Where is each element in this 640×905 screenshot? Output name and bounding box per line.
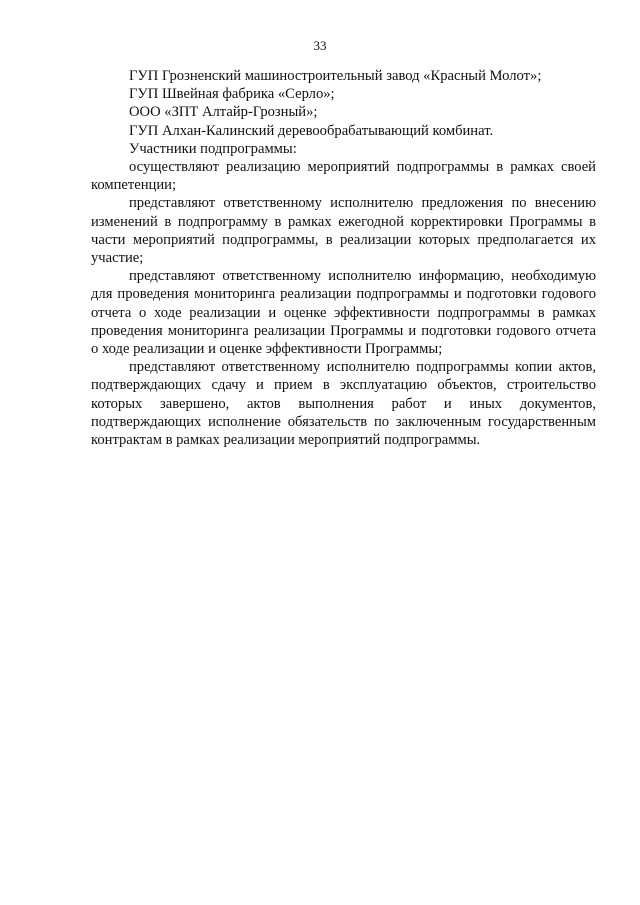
list-item: ГУП Швейная фабрика «Серло»; bbox=[129, 86, 335, 103]
list-item: ГУП Алхан-Калинский деревообрабатывающий комбинат. bbox=[129, 122, 494, 139]
section-heading: Участники подпрограммы: bbox=[129, 140, 297, 157]
paragraph: представляют ответственному исполнителю информацию, необходимую для проведения мониторинга реализации подпрограммы и подготовки годового отчета о ходе реализации и оценке эффективности подпрограммы в рамках проведения мониторинга реализации Программы и подготовки годового отчета о ходе реализации и оценке эффективности Программы; bbox=[91, 268, 596, 358]
list-item: ООО «ЗПТ Алтайр-Грозный»; bbox=[129, 104, 318, 121]
list-item: ГУП Грозненский машиностроительный завод «Красный Молот»; bbox=[129, 68, 542, 84]
paragraph: представляют ответственному исполнителю подпрограммы копии актов, подтверждающих сдачу и прием в эксплуатацию объектов, строительство которых завершено, актов выполнения работ и иных документов, подтверждающих исполнение обязательств по заключенным государственным контрактам в рамках реализации мероприятий подпрограммы. bbox=[91, 359, 596, 449]
paragraph: представляют ответственному исполнителю предложения по внесению изменений в подпрограмму в рамках ежегодной корректировки Программы в части мероприятий подпрограммы, в реализации которых предполагается их участие; bbox=[91, 195, 596, 267]
page-number: 33 bbox=[313, 38, 327, 53]
document-body bbox=[91, 67, 596, 449]
paragraph: осуществляют реализацию мероприятий подпрограммы в рамках своей компетенции; bbox=[91, 159, 596, 194]
